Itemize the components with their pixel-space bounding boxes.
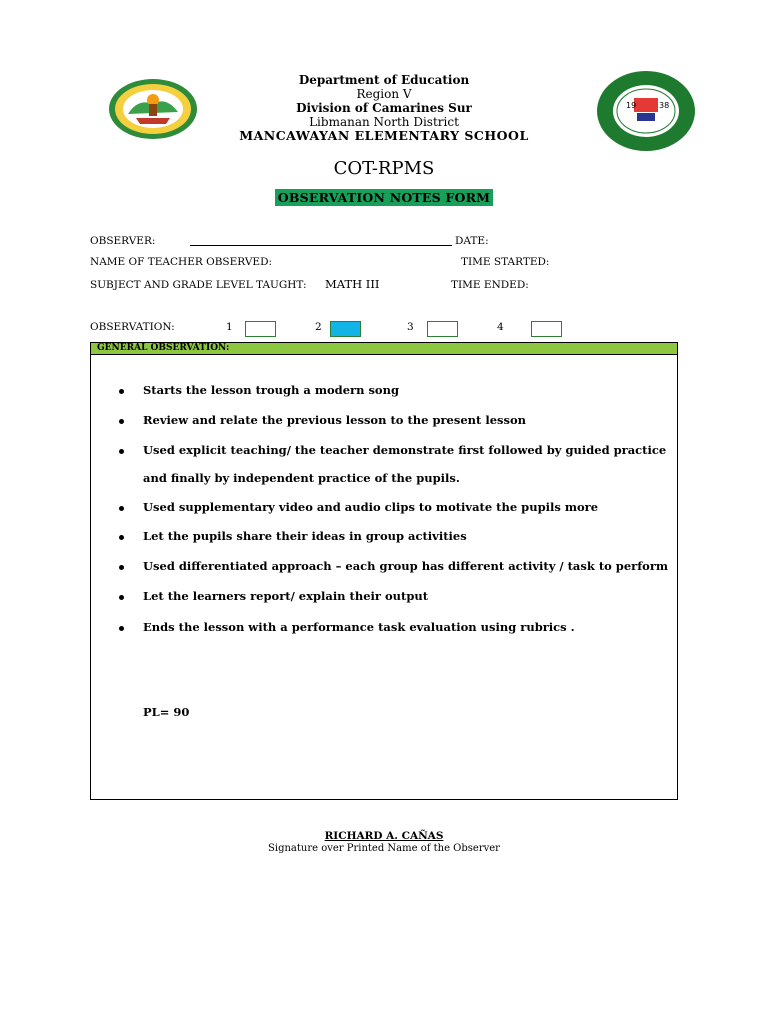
- observer-name: RICHARD A. CAÑAS: [324, 830, 444, 842]
- observation-option-4-box[interactable]: [531, 321, 562, 337]
- observation-option-1-label: 1: [226, 321, 233, 333]
- list-item: Used supplementary video and audio clips to motivate the pupils more: [143, 500, 599, 514]
- signature-caption: Signature over Printed Name of the Observer: [268, 843, 500, 854]
- observation-label: OBSERVATION:: [90, 321, 175, 333]
- seal-year-left: 19: [626, 101, 637, 110]
- department-name: Department of Education: [298, 73, 470, 87]
- observation-option-2-box[interactable]: [330, 321, 361, 337]
- bullet-icon: [119, 626, 124, 631]
- observer-line[interactable]: [190, 245, 452, 246]
- school-name: MANCAWAYAN ELEMENTARY SCHOOL: [239, 128, 529, 143]
- observation-option-3-label: 3: [407, 321, 414, 333]
- list-item: Used explicit teaching/ the teacher demonstrate first followed by guided practice: [143, 443, 667, 457]
- observer-label: OBSERVER:: [90, 235, 156, 247]
- observation-option-4-label: 4: [497, 321, 504, 333]
- list-item: Let the pupils share their ideas in group activities: [143, 529, 467, 543]
- general-observation-box: [90, 342, 678, 800]
- bullet-icon: [119, 419, 124, 424]
- seal-year-right: 38: [659, 101, 670, 110]
- list-item: Starts the lesson trough a modern song: [143, 383, 400, 397]
- bullet-icon: [119, 595, 124, 600]
- list-item: Ends the lesson with a performance task evaluation using rubrics .: [143, 620, 575, 634]
- observation-option-1-box[interactable]: [245, 321, 276, 337]
- district-name: Libmanan North District: [309, 115, 459, 129]
- list-item: Review and relate the previous lesson to the present lesson: [143, 413, 526, 427]
- date-label: DATE:: [455, 235, 489, 247]
- bullet-icon: [119, 389, 124, 394]
- list-item: and finally by independent practice of the pupils.: [143, 471, 460, 485]
- observation-option-2-label: 2: [315, 321, 322, 333]
- form-subtitle-wrap: [0, 187, 768, 206]
- form-title: COT-RPMS: [333, 158, 435, 179]
- division-name: Division of Camarines Sur: [296, 101, 472, 115]
- form-subtitle: OBSERVATION NOTES FORM: [275, 189, 493, 206]
- general-observation-header: [91, 343, 677, 355]
- list-item: Let the learners report/ explain their output: [143, 589, 429, 603]
- subject-value: MATH III: [325, 277, 380, 291]
- bullet-icon: [119, 506, 124, 511]
- time-ended-label: TIME ENDED:: [451, 279, 529, 291]
- teacher-label: NAME OF TEACHER OBSERVED:: [90, 256, 273, 268]
- performance-level: PL= 90: [143, 705, 190, 719]
- bullet-icon: [119, 565, 124, 570]
- bullet-icon: [119, 449, 124, 454]
- general-observation-label: GENERAL OBSERVATION:: [97, 343, 230, 353]
- region-name: Region V: [356, 87, 412, 101]
- bullet-icon: [119, 535, 124, 540]
- observation-option-3-box[interactable]: [427, 321, 458, 337]
- subject-label: SUBJECT AND GRADE LEVEL TAUGHT:: [90, 279, 307, 291]
- time-started-label: TIME STARTED:: [461, 256, 550, 268]
- list-item: Used differentiated approach – each group has different activity / task to perform: [143, 559, 669, 573]
